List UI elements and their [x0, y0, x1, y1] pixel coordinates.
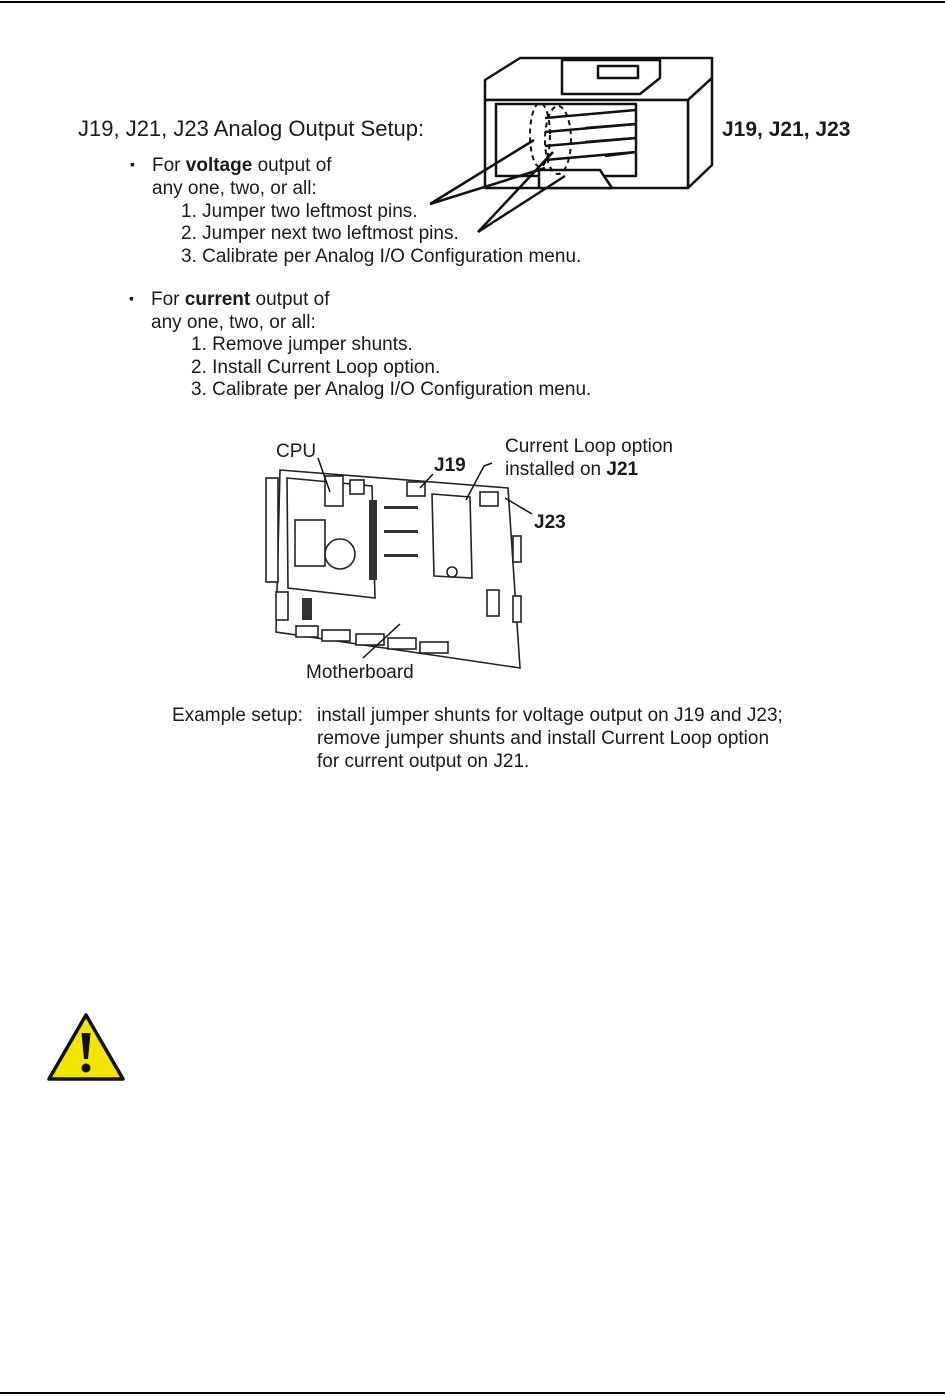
j19-label: J19 — [434, 455, 466, 476]
voltage-step-2: 2. Jumper next two leftmost pins. — [181, 223, 459, 244]
example-lead: Example setup: — [172, 705, 303, 726]
voltage-step-1: 1. Jumper two leftmost pins. — [181, 201, 418, 222]
example-line-3: for current output on J21. — [317, 751, 530, 772]
example-line-1: install jumper shunts for voltage output on J19 and J23; — [317, 705, 783, 726]
voltage-line2: any one, two, or all: — [152, 178, 317, 199]
warning-icon — [46, 1011, 126, 1083]
current-step-2: 2. Install Current Loop option. — [191, 357, 441, 378]
current-lead: ▪ For current output of — [151, 288, 329, 311]
current-line2: any one, two, or all: — [151, 312, 316, 333]
connector-label: J19, J21, J23 — [722, 118, 851, 141]
voltage-lead: ▪ For voltage output of — [152, 154, 332, 177]
voltage-step-3: 3. Calibrate per Analog I/O Configuration menu. — [181, 246, 582, 267]
current-loop-label-1: Current Loop option — [505, 436, 673, 457]
cpu-label: CPU — [276, 441, 317, 462]
current-step-1: 1. Remove jumper shunts. — [191, 334, 413, 355]
motherboard-label: Motherboard — [306, 662, 414, 683]
j23-label: J23 — [534, 512, 566, 533]
setup-title: J19, J21, J23 Analog Output Setup: — [78, 116, 425, 141]
current-step-3: 3. Calibrate per Analog I/O Configuration menu. — [191, 379, 592, 400]
current-loop-label-2: installed on J21 — [505, 459, 639, 480]
example-line-2: remove jumper shunts and install Current Loop option — [317, 728, 770, 749]
